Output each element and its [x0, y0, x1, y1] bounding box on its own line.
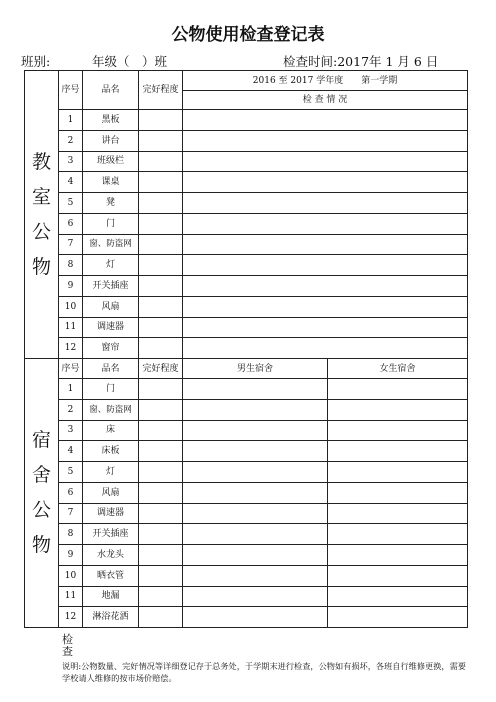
dorm-section-label	[25, 359, 59, 628]
condition-cell	[139, 255, 183, 276]
male-dorm-cell	[183, 503, 328, 524]
item-no: 3	[59, 420, 83, 441]
classroom-section-char: 物	[31, 255, 51, 278]
table-row	[25, 565, 468, 586]
inspection-cell	[183, 151, 468, 172]
condition-cell	[139, 524, 183, 545]
item-name: 窗、防盗网	[83, 234, 139, 255]
item-no: 6	[59, 213, 83, 234]
table-row	[25, 130, 468, 151]
item-no: 5	[59, 193, 83, 214]
item-name: 黑板	[83, 110, 139, 131]
female-dorm-cell	[328, 441, 468, 462]
inspection-cell	[183, 172, 468, 193]
condition-cell	[139, 276, 183, 297]
condition-cell	[139, 503, 183, 524]
table-row	[25, 296, 468, 317]
item-no: 1	[59, 110, 83, 131]
table-row	[25, 213, 468, 234]
inspect-label: 检查	[62, 633, 73, 658]
female-dorm-cell	[328, 420, 468, 441]
item-no: 9	[59, 545, 83, 566]
term-line: 2016 至 2017 学年度 第一学期	[183, 71, 468, 91]
inspection-cell	[183, 338, 468, 359]
item-name: 风扇	[83, 296, 139, 317]
condition-cell	[139, 130, 183, 151]
table-row	[25, 379, 468, 400]
female-dorm-cell	[328, 482, 468, 503]
item-name: 开关插座	[83, 276, 139, 297]
col-header-name: 品名	[83, 71, 139, 110]
inspection-table	[24, 70, 468, 628]
item-name: 开关插座	[83, 524, 139, 545]
condition-cell	[139, 151, 183, 172]
male-dorm-cell	[183, 565, 328, 586]
class-label: 班别:	[21, 54, 51, 69]
female-dorm-cell	[328, 379, 468, 400]
item-no: 4	[59, 441, 83, 462]
table-row	[25, 151, 468, 172]
condition-cell	[139, 338, 183, 359]
item-name: 淋浴花洒	[83, 607, 139, 628]
table-row	[25, 338, 468, 359]
inspection-cell	[183, 110, 468, 131]
female-dorm-cell	[328, 586, 468, 607]
male-dorm-cell	[183, 462, 328, 483]
condition-cell	[139, 586, 183, 607]
condition-cell	[139, 379, 183, 400]
item-no: 12	[59, 607, 83, 628]
female-dorm-cell	[328, 503, 468, 524]
item-no: 6	[59, 482, 83, 503]
item-name: 水龙头	[83, 545, 139, 566]
male-dorm-cell	[183, 586, 328, 607]
dorm-section-char: 物	[31, 534, 51, 556]
item-no: 5	[59, 462, 83, 483]
form-title: 公物使用检查登记表	[171, 25, 325, 45]
item-name: 灯	[83, 255, 139, 276]
condition-cell	[139, 193, 183, 214]
item-no: 7	[59, 234, 83, 255]
col-header-female-dorm: 女生宿舍	[328, 359, 468, 379]
col-header-condition: 完好程度	[139, 359, 183, 379]
male-dorm-cell	[183, 524, 328, 545]
classroom-section-label	[25, 71, 59, 359]
inspection-date: 检查时间:2017年 1 月 6 日	[283, 54, 439, 69]
condition-cell	[139, 399, 183, 420]
table-row	[25, 441, 468, 462]
item-no: 10	[59, 565, 83, 586]
item-no: 8	[59, 255, 83, 276]
inspection-cell	[183, 317, 468, 338]
male-dorm-cell	[183, 441, 328, 462]
condition-cell	[139, 110, 183, 131]
item-no: 2	[59, 130, 83, 151]
dorm-section-char: 宿	[31, 429, 51, 451]
item-name: 讲台	[83, 130, 139, 151]
condition-cell	[139, 296, 183, 317]
item-name: 调速器	[83, 503, 139, 524]
item-name: 课桌	[83, 172, 139, 193]
item-no: 8	[59, 524, 83, 545]
item-name: 地漏	[83, 586, 139, 607]
table-row	[25, 462, 468, 483]
table-row	[25, 255, 468, 276]
table-row	[25, 482, 468, 503]
item-no: 9	[59, 276, 83, 297]
col-header-no: 序号	[59, 71, 83, 110]
male-dorm-cell	[183, 545, 328, 566]
dorm-section-char: 公	[31, 499, 51, 521]
dorm-section-char: 舍	[31, 464, 51, 486]
female-dorm-cell	[328, 462, 468, 483]
inspection-cell	[183, 255, 468, 276]
item-no: 7	[59, 503, 83, 524]
table-row	[25, 276, 468, 297]
item-no: 11	[59, 317, 83, 338]
item-name: 窗帘	[83, 338, 139, 359]
inspection-cell	[183, 276, 468, 297]
condition-cell	[139, 441, 183, 462]
male-dorm-cell	[183, 420, 328, 441]
condition-cell	[139, 213, 183, 234]
male-dorm-cell	[183, 607, 328, 628]
table-row	[25, 545, 468, 566]
table-row	[25, 317, 468, 338]
item-name: 床板	[83, 441, 139, 462]
inspection-cell	[183, 213, 468, 234]
item-name: 床	[83, 420, 139, 441]
condition-cell	[139, 545, 183, 566]
table-row	[25, 586, 468, 607]
item-no: 1	[59, 379, 83, 400]
male-dorm-cell	[183, 482, 328, 503]
grade-class-field: 年级（ ）班	[92, 54, 168, 69]
inspection-cell	[183, 296, 468, 317]
item-name: 凳	[83, 193, 139, 214]
condition-cell	[139, 462, 183, 483]
female-dorm-cell	[328, 524, 468, 545]
col-header-male-dorm: 男生宿舍	[183, 359, 328, 379]
condition-cell	[139, 172, 183, 193]
item-name: 调速器	[83, 317, 139, 338]
item-no: 3	[59, 151, 83, 172]
male-dorm-cell	[183, 399, 328, 420]
inspection-cell	[183, 234, 468, 255]
classroom-section-char: 教	[31, 150, 51, 173]
col-header-name: 品名	[83, 359, 139, 379]
table-row	[25, 503, 468, 524]
classroom-section-char: 公	[31, 220, 51, 243]
item-name: 晒衣管	[83, 565, 139, 586]
table-row	[25, 607, 468, 628]
condition-cell	[139, 420, 183, 441]
item-no: 11	[59, 586, 83, 607]
condition-cell	[139, 482, 183, 503]
inspection-cell	[183, 193, 468, 214]
item-name: 门	[83, 379, 139, 400]
female-dorm-cell	[328, 565, 468, 586]
female-dorm-cell	[328, 607, 468, 628]
classroom-section-char: 室	[31, 185, 51, 208]
inspection-cell	[183, 130, 468, 151]
item-no: 4	[59, 172, 83, 193]
inspection-status-header: 检 查 情 况	[183, 91, 468, 110]
col-header-condition: 完好程度	[139, 71, 183, 110]
item-no: 12	[59, 338, 83, 359]
table-row	[25, 234, 468, 255]
item-name: 班级栏	[83, 151, 139, 172]
item-no: 2	[59, 399, 83, 420]
item-no: 10	[59, 296, 83, 317]
col-header-no: 序号	[59, 359, 83, 379]
item-name: 门	[83, 213, 139, 234]
item-name: 窗、防盗网	[83, 399, 139, 420]
condition-cell	[139, 607, 183, 628]
female-dorm-cell	[328, 399, 468, 420]
table-row	[25, 524, 468, 545]
table-row	[25, 193, 468, 214]
footnote: 说明:公物数量、完好情况等详细登记存于总务处，于学期末进行检查，公物如有损坏，各班自行维修更换，需要学校请人维修的按市场价赔偿。	[62, 661, 466, 683]
table-row	[25, 399, 468, 420]
table-row	[25, 420, 468, 441]
item-name: 风扇	[83, 482, 139, 503]
item-name: 灯	[83, 462, 139, 483]
female-dorm-cell	[328, 545, 468, 566]
condition-cell	[139, 565, 183, 586]
table-row	[25, 172, 468, 193]
male-dorm-cell	[183, 379, 328, 400]
condition-cell	[139, 234, 183, 255]
condition-cell	[139, 317, 183, 338]
table-row	[25, 110, 468, 131]
